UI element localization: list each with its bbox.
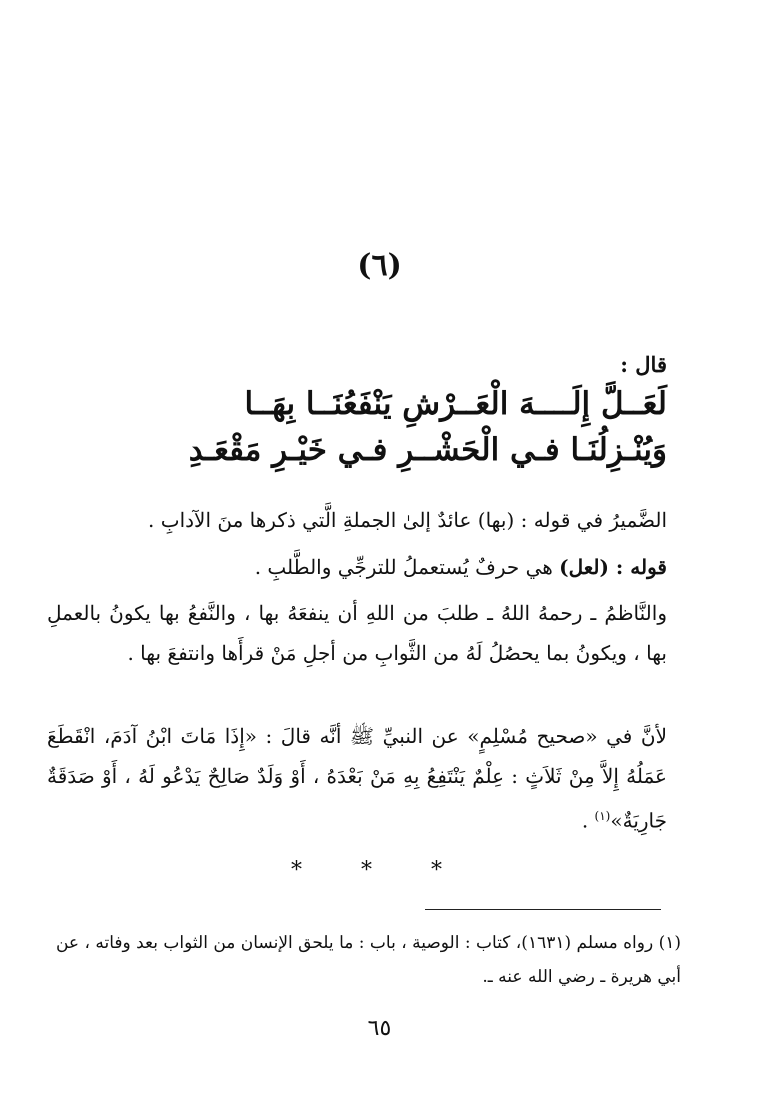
paragraph-4-text: لأنَّ في «صحيح مُسْلِمٍ» عن النبيِّ ﷺ أنَّه قالَ : «إِذَا مَاتَ ابْنُ آدَمَ، انْقَطَعَ عَمَلُهُ إِلاَّ مِنْ ثَلاَثٍ : عِلْمٌ يَنْتَفِعُ بِهِ مَنْ بَعْدَهُ ، أَوْ وَلَدٌ صَالِحٌ يَدْعُو لَهُ ، أَوْ صَدَقَةٌ جَارِيَةٌ» <box>47 724 667 833</box>
footnote-ref: (١) <box>594 809 611 823</box>
paragraph-2-text: هي حرفٌ يُستعملُ للترجِّي والطَّلبِ . <box>254 555 560 579</box>
paragraph-2 <box>47 547 667 587</box>
page-number: ٦٥ <box>367 1016 392 1041</box>
intro-label: قال : <box>620 352 667 377</box>
paragraph-3: والنَّاظمُ ـ رحمهُ اللهُ ـ طلبَ من اللهِ أن ينفعَهُ بها ، والنَّفعُ بها يكونُ بالعملِ بها ، ويكونُ بما يحصُلُ لَهُ من الثَّوابِ من أجلِ مَنْ قرأَها وانتفعَ بها . <box>47 601 667 665</box>
section-separator: * * * <box>291 858 468 883</box>
paragraph-4-end: . <box>581 808 595 833</box>
verse-line-1: لَعَــلَّ إِلَــــهَ الْعَــرْشِ يَنْفَعُنَــا بِهَــا <box>244 386 667 422</box>
paragraph-4 <box>47 716 667 841</box>
footnote: (١) رواه مسلم (١٦٣١)، كتاب : الوصية ، باب : ما يلحق الإنسان من الثواب بعد وفاته ، عن أبي هريرة ـ رضي الله عنه ـ. <box>55 933 681 987</box>
paragraph-2-label: قوله : (لعل) <box>559 555 667 579</box>
verse-line-2: وَيُنْـزِلُنَـا فـي الْحَشْــرِ فـي خَيْـرِ مَقْعَـدِ <box>188 432 667 468</box>
footnote-divider <box>425 909 661 910</box>
section-number: (٦) <box>357 248 402 283</box>
paragraph-1: الضَّميرُ في قوله : (بها) عائدٌ إلىٰ الجملةِ الَّتي ذكرها منَ الآدابِ . <box>148 508 667 532</box>
